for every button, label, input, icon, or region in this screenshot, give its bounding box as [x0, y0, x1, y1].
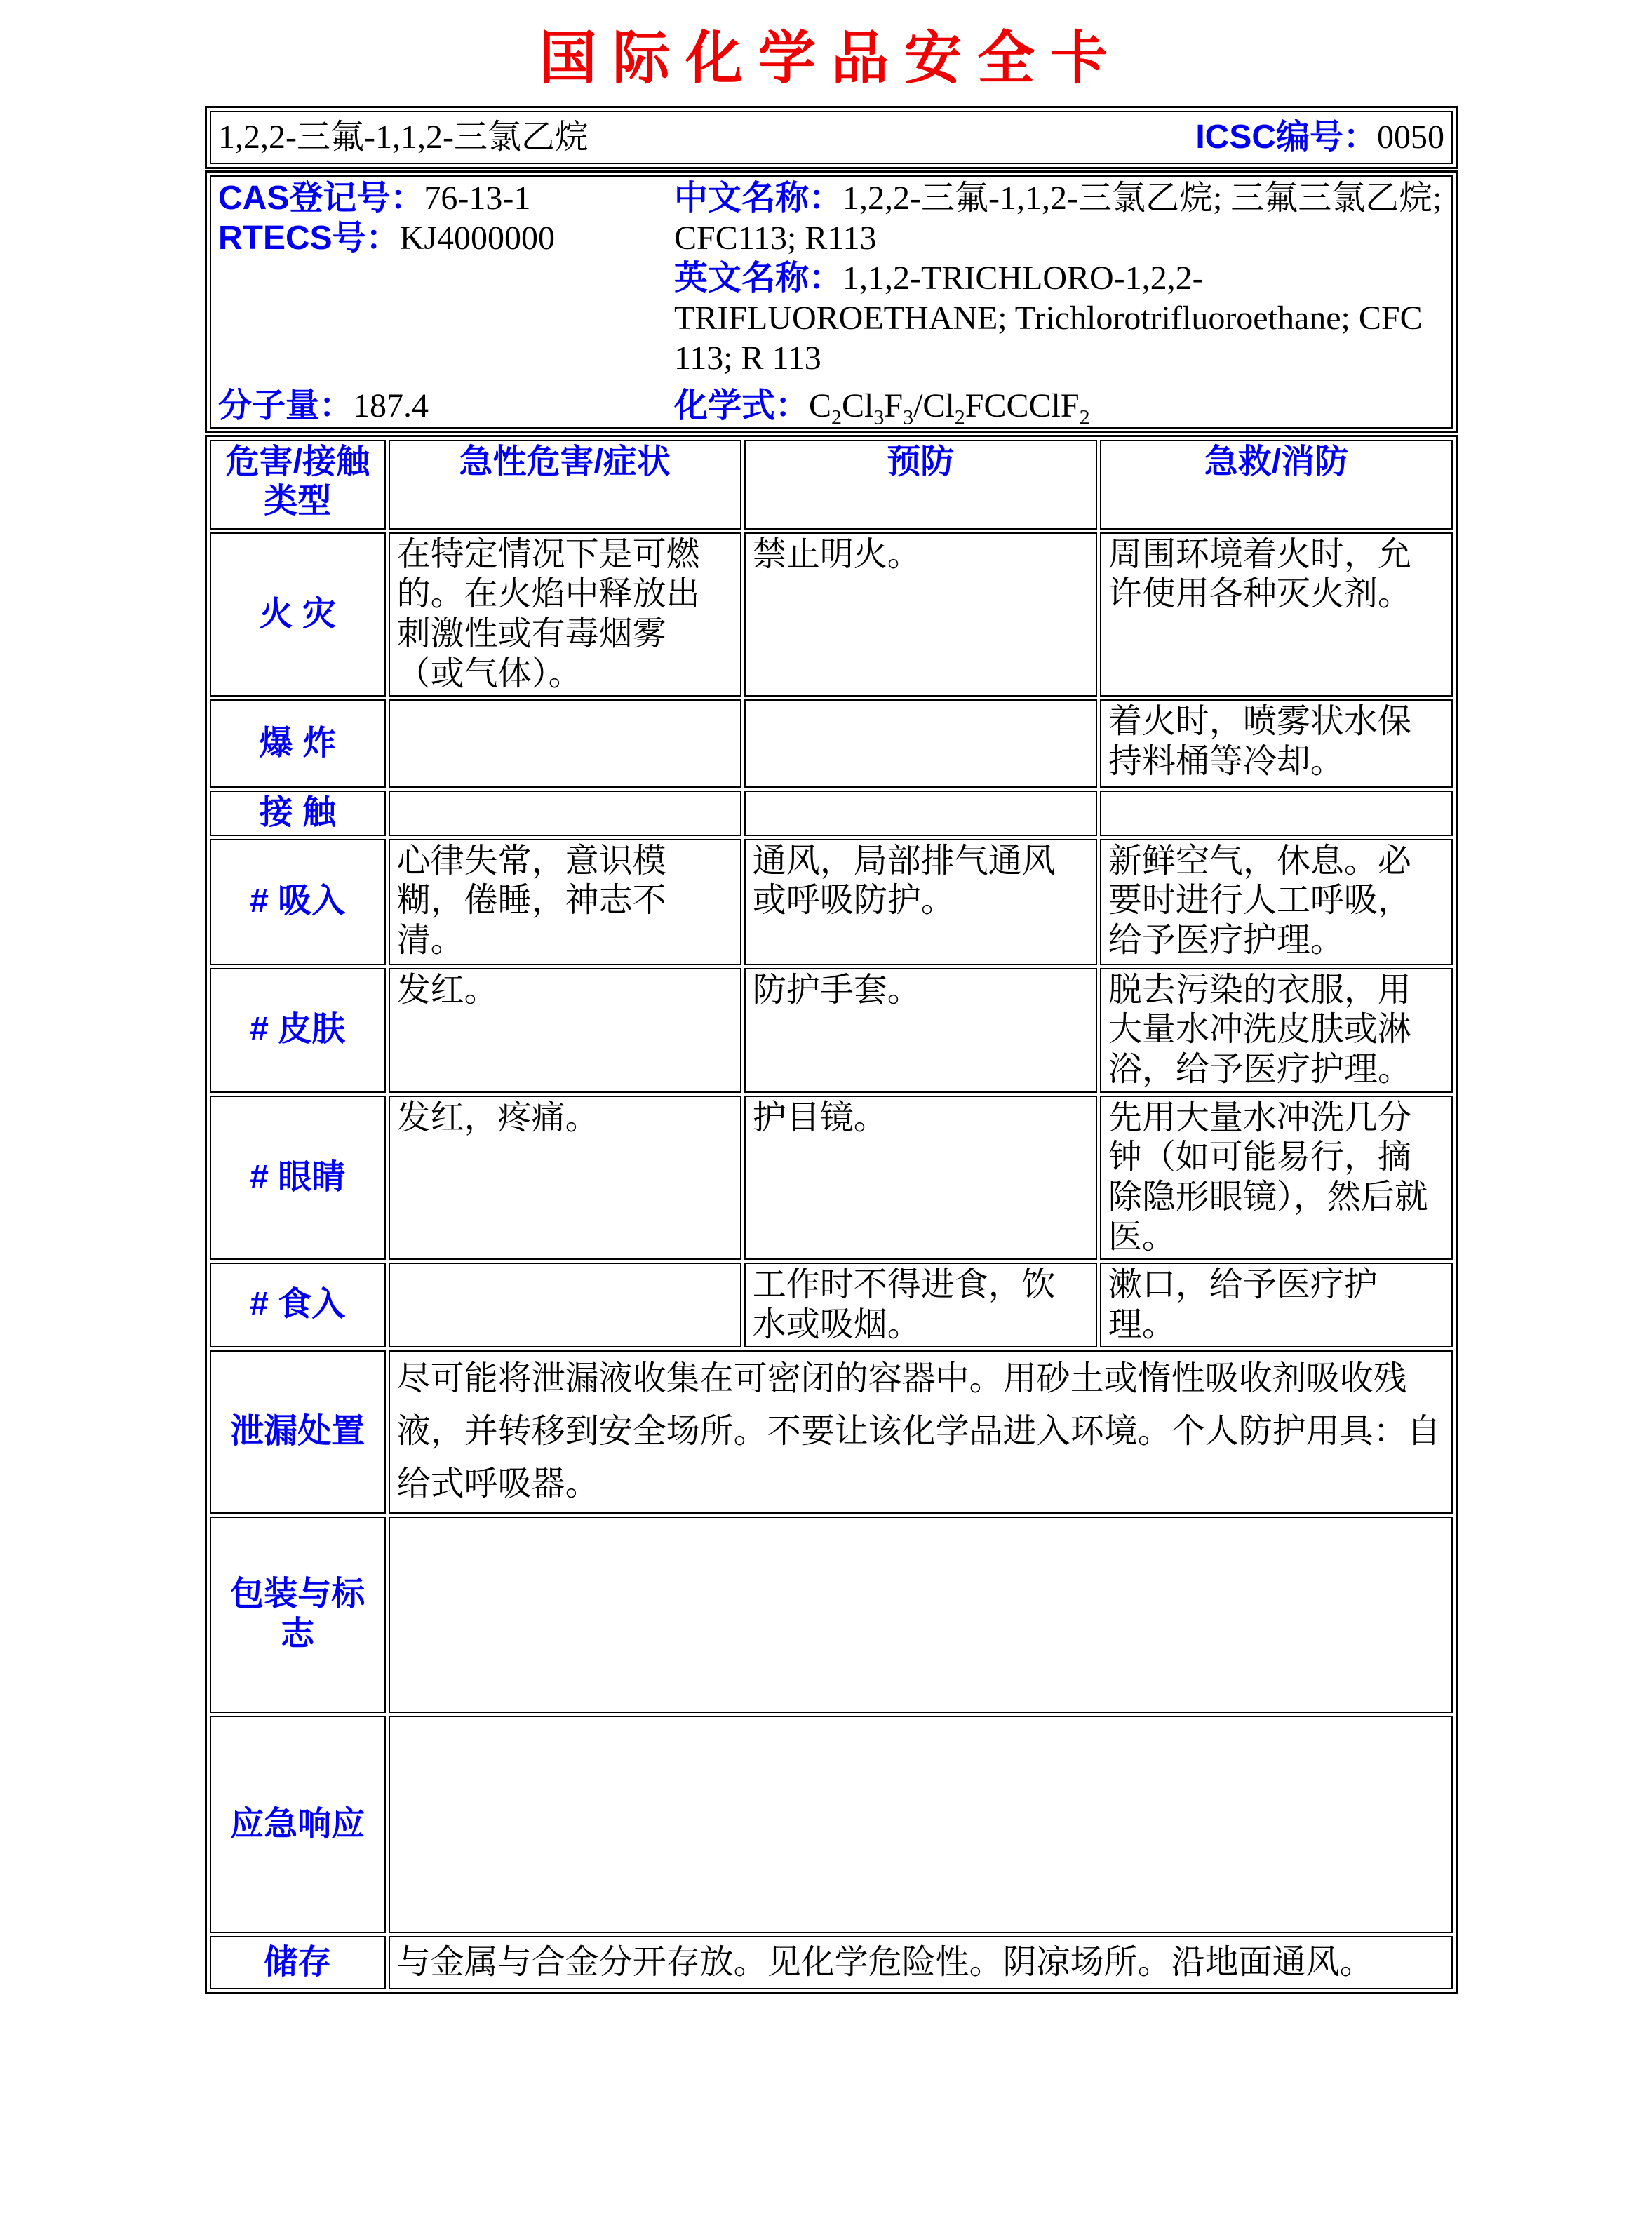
- names-block: [674, 178, 1444, 379]
- header-row: [210, 111, 1453, 164]
- response-cell: 先用大量水冲洗几分钟（如可能易行，摘除隐形眼镜），然后就医。: [1100, 1096, 1453, 1260]
- identity-table: [205, 170, 1458, 433]
- formula-label: 化学式：: [674, 386, 810, 424]
- safety-card: [205, 106, 1458, 1994]
- prevention-cell: 防护手套。: [744, 968, 1097, 1093]
- chemical-name: 1,2,2-三氟-1,1,2-三氯乙烷: [218, 118, 589, 156]
- response-cell: [1100, 791, 1453, 836]
- hazard-row: [210, 968, 1453, 1093]
- header-table: [205, 106, 1458, 169]
- hazard-type-label: # 眼睛: [250, 1158, 346, 1196]
- symptoms-cell: [389, 699, 741, 788]
- hazard-type-cell: [210, 1096, 386, 1260]
- span-content-cell: 与金属与合金分开存放。见化学危险性。阴凉场所。沿地面通风。: [389, 1936, 1453, 1989]
- response-cell: 着火时，喷雾状水保持料桶等冷却。: [1100, 699, 1453, 788]
- page-title: 国际化学品安全卡: [539, 27, 1123, 90]
- hazard-row: [210, 1263, 1453, 1347]
- rtecs-value: KJ4000000: [399, 220, 556, 257]
- hazard-row: [210, 532, 1453, 697]
- hazard-span-row: [210, 1517, 1453, 1713]
- hazard-type-label: # 皮肤: [250, 1011, 346, 1049]
- hazard-type-cell: [210, 968, 386, 1093]
- identity-row: [210, 175, 1453, 429]
- hazard-row: [210, 791, 1453, 836]
- symptoms-cell: [389, 791, 741, 836]
- col-header-symptoms: 急性危害/症状: [389, 440, 741, 530]
- hazard-span-row: [210, 1936, 1453, 1989]
- cas-label: CAS登记号：: [218, 180, 424, 217]
- response-cell: 漱口，给予医疗护理。: [1100, 1263, 1453, 1347]
- span-content-cell: [389, 1716, 1453, 1933]
- symptoms-cell: [389, 1263, 741, 1347]
- span-content-cell: [389, 1517, 1453, 1713]
- hazard-type-label: 泄漏处置: [230, 1413, 365, 1451]
- hazard-type-cell: [210, 1517, 386, 1713]
- prevention-cell: 禁止明火。: [744, 532, 1097, 697]
- hazard-span-row: [210, 1716, 1453, 1933]
- prevention-cell: [744, 699, 1097, 788]
- registry-block: [218, 178, 674, 379]
- icsc-number: 0050: [1377, 118, 1444, 156]
- hazard-type-label: # 吸入: [250, 882, 346, 920]
- formula-block: [674, 386, 1444, 429]
- molecular-weight-block: [218, 386, 674, 426]
- hazard-type-cell: [210, 1936, 386, 1989]
- hazard-type-label: # 食入: [250, 1286, 346, 1324]
- prevention-cell: [744, 791, 1097, 836]
- english-name-label: 英文名称：: [674, 260, 843, 297]
- chinese-name-label: 中文名称：: [674, 180, 843, 217]
- response-cell: 周围环境着火时，允许使用各种灭火剂。: [1100, 532, 1453, 697]
- hazard-type-cell: [210, 1350, 386, 1514]
- response-cell: 脱去污染的衣服，用大量水冲洗皮肤或淋浴，给予医疗护理。: [1100, 968, 1453, 1093]
- symptoms-cell: 发红，疼痛。: [389, 1096, 741, 1260]
- hazard-span-row: [210, 1350, 1453, 1514]
- identity-cell: [210, 175, 1453, 429]
- formula-value: $C_2Cl_3F_3/Cl_2FCCClF_2$: [809, 386, 1090, 429]
- hazard-row: [210, 839, 1453, 965]
- response-cell: 新鲜空气，休息。必要时进行人工呼吸，给予医疗护理。: [1100, 839, 1453, 965]
- symptoms-cell: 发红。: [389, 968, 741, 1093]
- hazard-type-cell: [210, 839, 386, 965]
- symptoms-cell: 在特定情况下是可燃的。在火焰中释放出刺激性或有毒烟雾（或气体）。: [389, 532, 741, 697]
- col-header-response: 急救/消防: [1100, 440, 1453, 530]
- hazard-type-cell: [210, 791, 386, 836]
- hazard-type-cell: [210, 532, 386, 697]
- hazard-header-row: [210, 440, 1453, 530]
- header-cell: [210, 111, 1453, 164]
- prevention-cell: 护目镜。: [744, 1096, 1097, 1260]
- hazard-row: [210, 699, 1453, 788]
- hazard-row: [210, 1096, 1453, 1260]
- english-name-value: 1,1,2-TRICHLORO-1,2,2-TRIFLUOROETHANE; Trichlorotrifluoroethane; CFC 113; R 113: [674, 260, 1423, 377]
- span-content-cell: 尽可能将泄漏液收集在可密闭的容器中。用砂土或惰性吸收剂吸收残液，并转移到安全场所。不要让该化学品进入环境。个人防护用具：自给式呼吸器。: [389, 1350, 1453, 1514]
- hazard-type-label: 火 灾: [259, 595, 336, 633]
- hazard-type-label: 接 触: [259, 794, 336, 832]
- rtecs-label: RTECS号：: [218, 220, 400, 257]
- molecular-weight-value: 187.4: [353, 386, 429, 424]
- hazard-type-label: 爆 炸: [259, 724, 336, 762]
- hazard-type-cell: [210, 1716, 386, 1933]
- col-header-hazard-type: 危害/接触类型: [210, 440, 386, 530]
- molecular-weight-label: 分子量：: [218, 386, 354, 424]
- symptoms-cell: 心律失常，意识模糊，倦睡，神志不清。: [389, 839, 741, 965]
- hazard-type-label: 应急响应: [230, 1805, 365, 1843]
- hazard-type-label: 包装与标志: [230, 1575, 365, 1653]
- hazard-type-cell: [210, 699, 386, 788]
- hazard-table: [205, 435, 1458, 1994]
- hazard-type-cell: [210, 1263, 386, 1347]
- prevention-cell: 工作时不得进食，饮水或吸烟。: [744, 1263, 1097, 1347]
- hazard-type-label: 储存: [264, 1943, 332, 1981]
- col-header-prevention: 预防: [744, 440, 1097, 530]
- cas-value: 76-13-1: [424, 180, 531, 217]
- prevention-cell: 通风，局部排气通风或呼吸防护。: [744, 839, 1097, 965]
- icsc-label: ICSC编号：: [1195, 118, 1377, 156]
- chinese-name-value: 1,2,2-三氟-1,1,2-三氯乙烷; 三氟三氯乙烷; CFC113; R113: [674, 180, 1442, 257]
